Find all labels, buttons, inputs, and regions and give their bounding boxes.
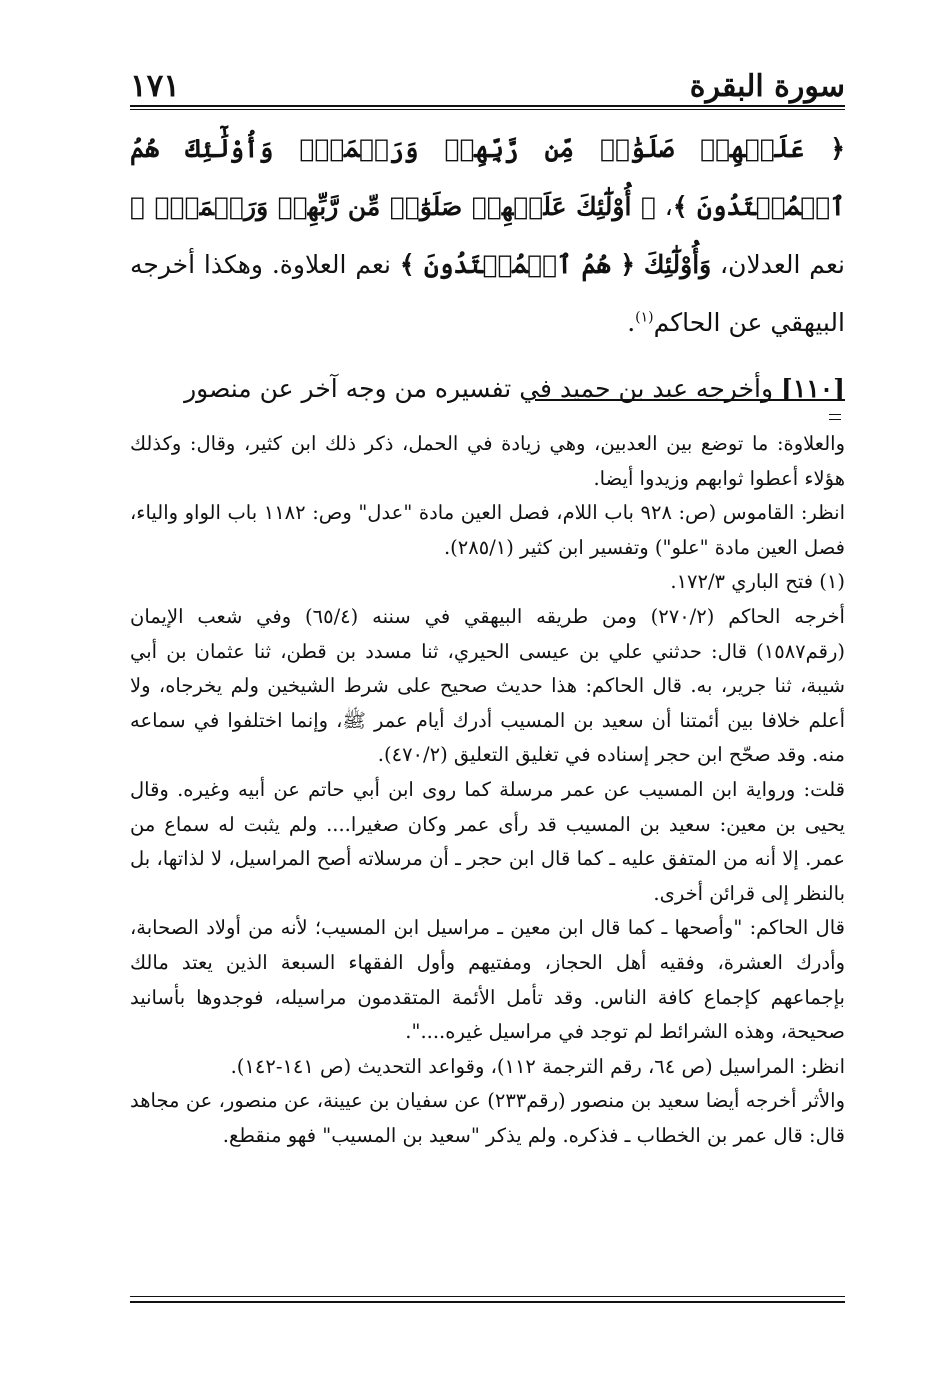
paragraph-110 [130, 360, 845, 418]
commentary-text: نعم العدلان، [720, 250, 845, 279]
commentary-text: نعم العلاوة. وهكذا أخرجه البيهقي عن الحاكم [130, 250, 845, 337]
footnote-line: انظر: القاموس (ص: ٩٢٨ باب اللام، فصل العين مادة "عدل" وص: ١١٨٢ باب الواو والياء، فصل العين مادة "علو") وتفسير ابن كثير (٢٨٥/١). [130, 501, 845, 559]
quran-verse: ﴿ عَلَيۡهِمۡ صَلَوَٰتٞ مِّن رَّبِّهِمۡ وَرَحۡمَةٞۖ وَأُوْلَٰٓئِكَ هُمُ ٱلۡمُهۡتَدُونَ ﴾ [130, 134, 845, 221]
footnote-separator [535, 399, 845, 401]
bottom-rule [130, 1301, 845, 1303]
quran-verse: ﴿ أُوْلَٰٓئِكَ عَلَيۡهِمۡ صَلَوَٰتٞ مِّن رَّبِّهِمۡ وَرَحۡمَةٞۖ ﴾ [130, 192, 656, 221]
quran-verse: ﴿ هُمُ ٱلۡمُهۡتَدُونَ ﴾ [399, 250, 636, 279]
main-paragraph [130, 120, 845, 352]
footnote-line: قال الحاكم: "وأصحها ـ كما قال ابن معين ـ مراسيل ابن المسيب؛ لأنه من أولاد الصحابة، وأدرك العشرة، وفقيه أهل الحجاز، ومفتيهم وأول الفقهاء السبعة الذين يعتد مالك بإجماعهم كإجماع كافة الناس. وقد تأمل الأئمة المتقدمون مراسيله، فوجدوها بأسانيد صحيحة، وهذه الشرائط لم توجد في مراسيل غيره....". [130, 916, 845, 1044]
paragraph-number: [١١٠] [781, 374, 845, 403]
header-rule [130, 105, 845, 110]
footnote-line: والأثر أخرجه أيضا سعيد بن منصور (رقم٢٣٣) عن سفيان بن عيينة، عن منصور، عن مجاهد قال: قال عمر بن الخطاب ـ فذكره. ولم يذكر "سعيد بن المسيب" فهو منقطع. [130, 1089, 845, 1147]
quran-verse-text: هُمُ ٱلۡمُهۡتَدُونَ [424, 250, 611, 279]
page-header [130, 58, 845, 102]
surah-title: سورة البقرة [689, 69, 845, 104]
footnote-line: انظر: المراسيل (ص ٦٤، رقم الترجمة ١١٢)، وقواعد التحديث (ص ١٤١-١٤٢). [230, 1054, 845, 1078]
paragraph-text: وأخرجه عبد بن حميد في تفسيره من وجه آخر عن منصور [184, 374, 774, 403]
footnote-separator-mark [829, 414, 841, 420]
bottom-rule [130, 1296, 845, 1297]
main-text [130, 120, 845, 418]
footnote-reference: (١) [635, 309, 654, 326]
footnote-line: قلت: ورواية ابن المسيب عن عمر مرسلة كما روى ابن أبي حاتم عن أبيه وغيره. وقال يحيى بن معين: سعيد بن المسيب قد رأى عمر وكان صغيرا.... ولم يثبت له سماع من عمر. إلا أنه من المتفق عليه ـ كما قال ابن حجر ـ أن مرسلاته أصح المراسيل، لا لذاتها، بل بالنظر إلى قرائن أخرى. [130, 777, 845, 905]
page-number: ١٧١ [130, 68, 180, 104]
footnote-line: والعلاوة: ما توضع بين العدبين، وهي زيادة في الحمل، ذكر ذلك ابن كثير، وقال: وكذلك هؤلاء أعطوا ثوابهم وزيدوا أيضا. [130, 432, 845, 490]
footnotes [130, 427, 845, 1153]
quran-verse-text: أُوْلَٰٓئِكَ عَلَيۡهِمۡ صَلَوَٰتٞ مِّن رَّبِّهِمۡ وَرَحۡمَةٞۖ [154, 192, 632, 221]
separator: ، [664, 192, 673, 221]
footnote-line: أخرجه الحاكم (٢٧٠/٢) ومن طريقه البيهقي في سننه (٦٥/٤) وفي شعب الإيمان (رقم١٥٨٧) قال: حدثني علي بن عيسى الحيري، ثنا مسدد بن قطن، ثنا عثمان بن أبي شيبة، ثنا جرير، به. قال الحاكم: هذا حديث صحيح على شرط الشيخين ولم يخرجاه، ولا أعلم خلافا بين أئمتنا أن سعيد بن المسيب أدرك أيام عمر ﷺ، وإنما اختلفوا في سماعه منه. وقد صحّح ابن حجر إسناده في تغليق التعليق (٤٧٠/٢). [130, 604, 845, 767]
footnote-line: (١) فتح الباري ١٧٢/٣. [670, 570, 845, 594]
sentence-end: . [627, 308, 636, 337]
quran-verse-text: عَلَيۡهِمۡ صَلَوَٰتٞ مِّن رَّبِّهِمۡ وَرَحۡمَةٞۖ وَأُوْلَٰٓئِكَ هُمُ ٱلۡمُهۡتَدُونَ [130, 134, 845, 221]
quran-verse-text: وَأُوْلَٰٓئِكَ [643, 250, 712, 279]
